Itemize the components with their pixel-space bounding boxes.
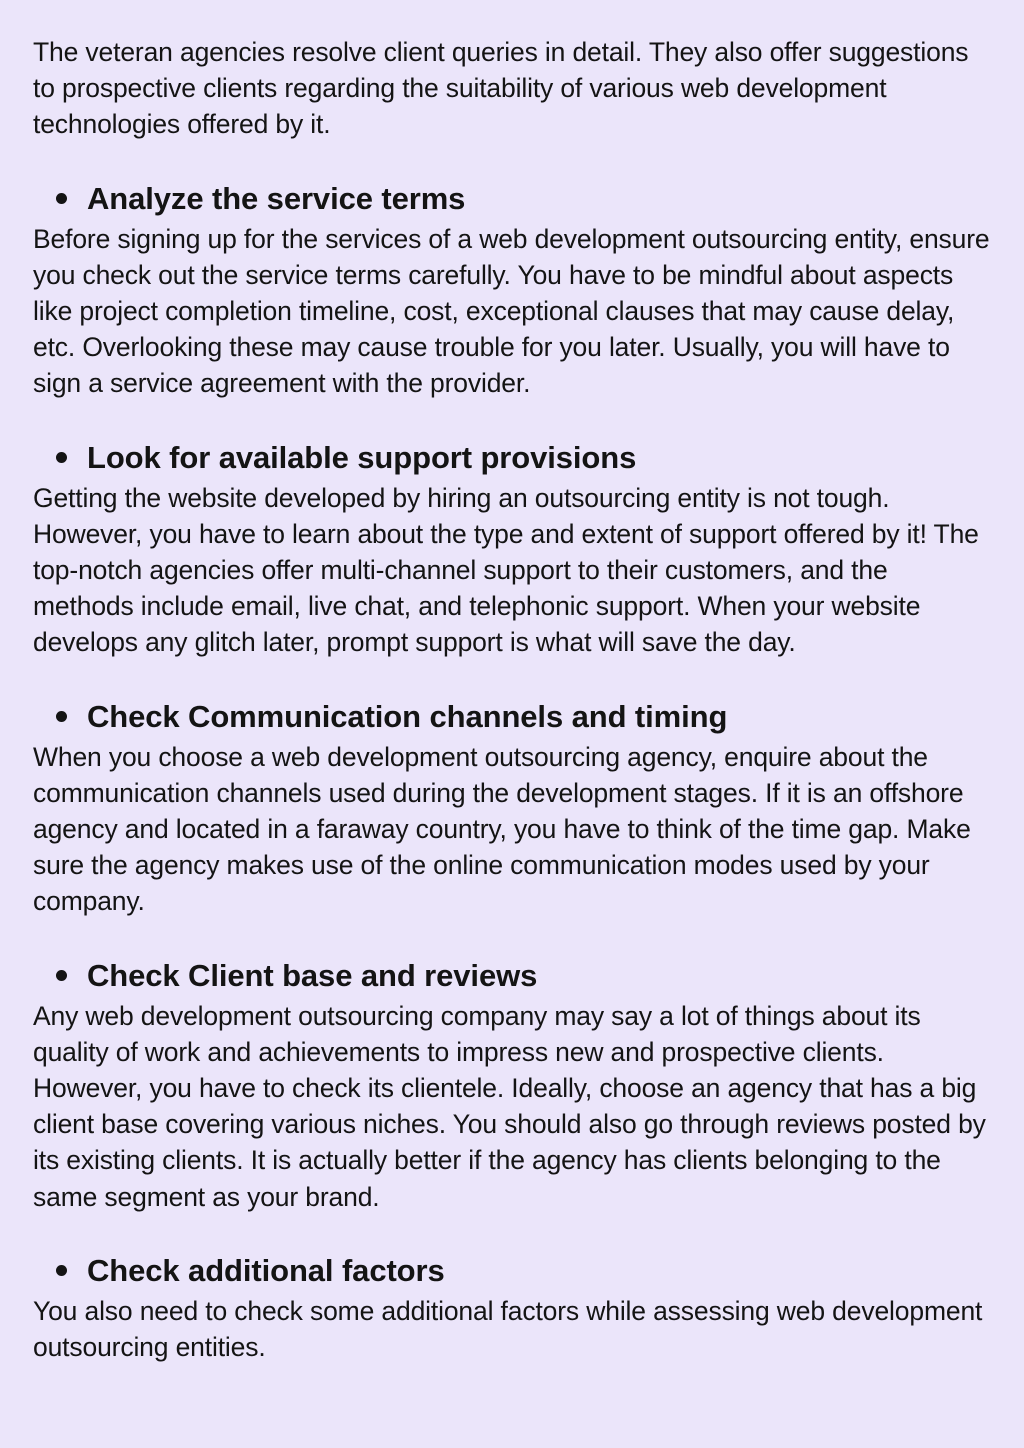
- section-heading-row: [33, 954, 994, 998]
- section-body: When you choose a web development outsourcing agency, enquire about the communication channels used during the development stages. If it is an offshore agency and located in a faraway country, you have to think of the time gap. Make sure the agency makes use of the online communication modes used by your company.: [33, 741, 971, 917]
- section-body: Getting the website developed by hiring an outsourcing entity is not tough. However, you have to learn about the type and extent of support offered by it! The top-notch agencies offer multi-channel support to their customers, and the methods include email, live chat, and telephonic support. When your website develops any glitch later, prompt support is what will save the day.: [33, 482, 979, 658]
- bullet-icon: [56, 1265, 67, 1276]
- section-service-terms: [33, 177, 994, 402]
- section-heading-row: [33, 695, 994, 739]
- section-support-provisions: [33, 436, 994, 661]
- bullet-icon: [56, 711, 67, 722]
- section-client-base: [33, 954, 994, 1215]
- section-heading: Check additional factors: [87, 1252, 445, 1288]
- section-heading-row: [33, 436, 994, 480]
- section-heading: Check Client base and reviews: [87, 957, 538, 993]
- section-body: Before signing up for the services of a web development outsourcing entity, ensure you check out the service terms carefully. You have to be mindful about aspects like project completion timeline, cost, exceptional clauses that may cause delay, etc. Overlooking these may cause trouble for you later. Usually, you will have to sign a service agreement with the provider.: [33, 223, 990, 399]
- section-heading: Look for available support provisions: [87, 439, 637, 475]
- section-body: You also need to check some additional factors while assessing web development outsourcing entities.: [33, 1295, 983, 1363]
- section-additional-factors: [33, 1249, 994, 1365]
- section-communication: [33, 695, 994, 920]
- section-heading-row: [33, 177, 994, 221]
- bullet-icon: [56, 970, 67, 981]
- section-heading-row: [33, 1249, 994, 1293]
- section-heading: Check Communication channels and timing: [87, 698, 728, 734]
- section-heading: Analyze the service terms: [87, 180, 466, 216]
- intro-paragraph: The veteran agencies resolve client queries in detail. They also offer suggestions to prospective clients regarding the suitability of various web development technologies offered by it.: [33, 37, 969, 140]
- bullet-icon: [56, 452, 67, 463]
- section-body: Any web development outsourcing company may say a lot of things about its quality of work and achievements to impress new and prospective clients. However, you have to check its clientele. Ideally, choose an agency that has a big client base covering various niches. You should also go through reviews posted by its existing clients. It is actually better if the agency has clients belonging to the same segment as your brand.: [33, 1000, 986, 1212]
- bullet-icon: [56, 193, 67, 204]
